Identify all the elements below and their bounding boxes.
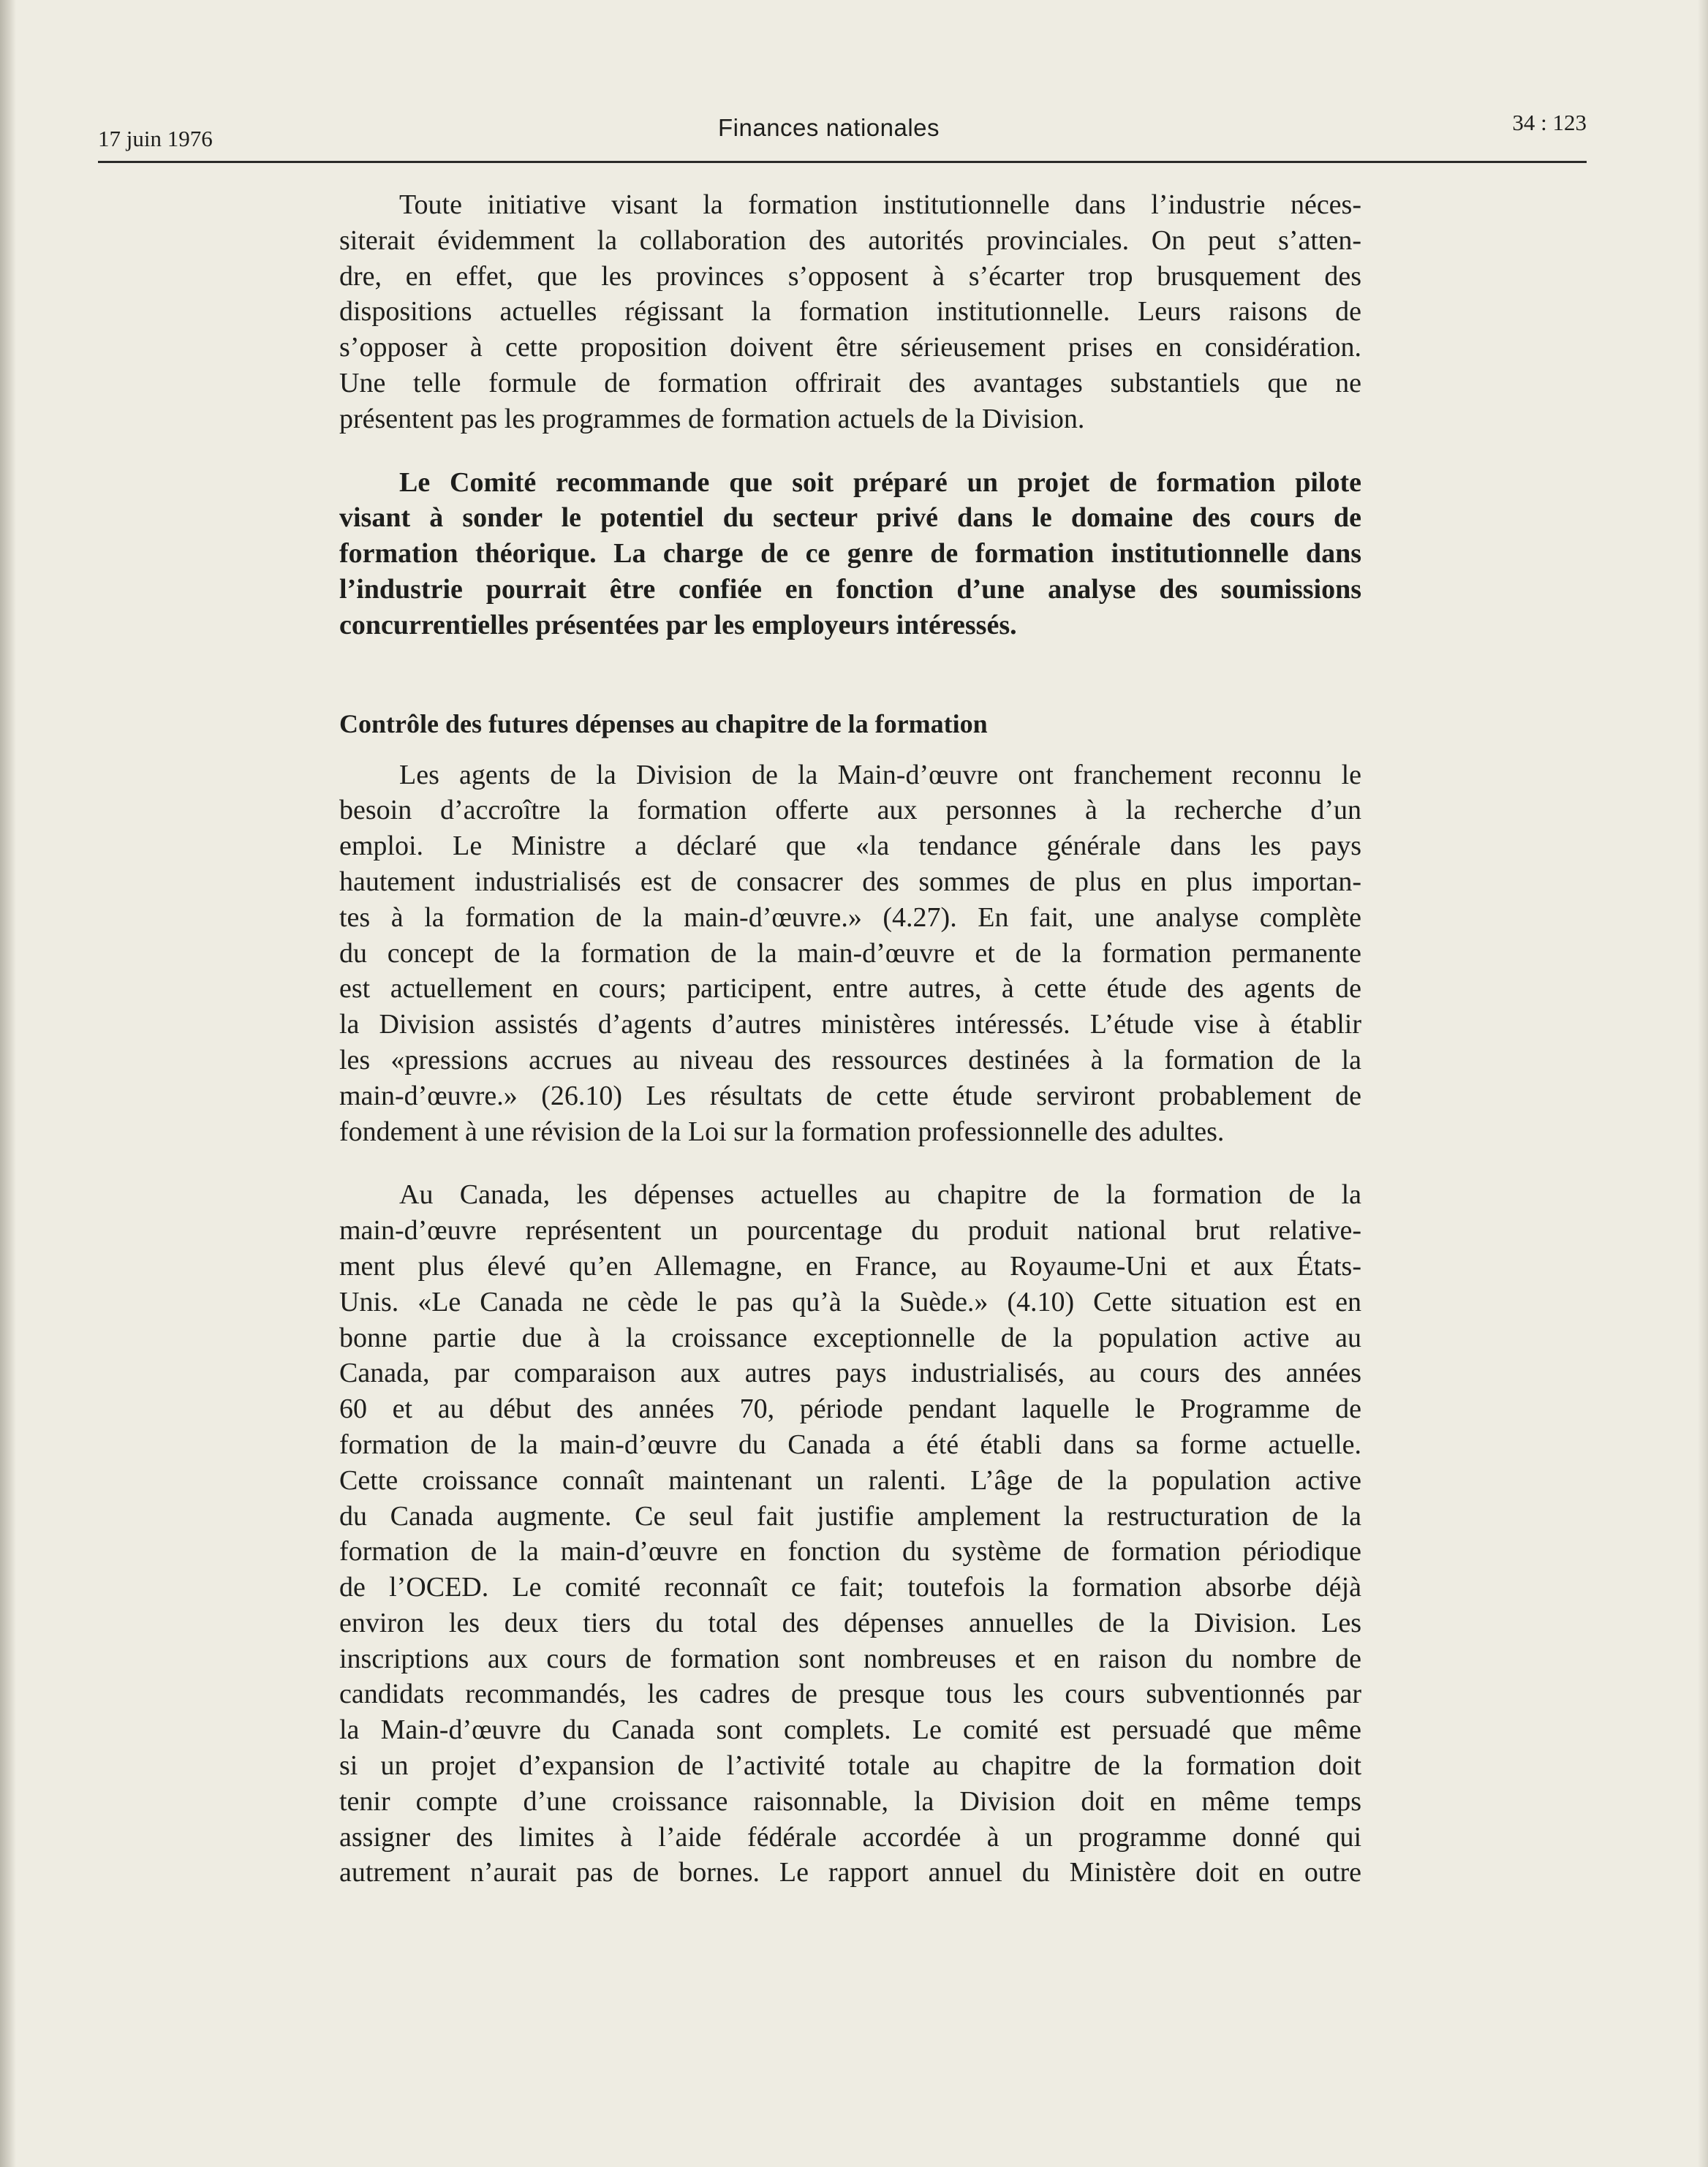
text-line: Canada, par comparaison aux autres pays industrialisés, au cours des années	[339, 1358, 1361, 1389]
text-line: besoin d’accroître la formation offerte aux personnes à la recherche d’un	[339, 795, 1361, 826]
header-page-number: 34 : 123	[1512, 110, 1587, 135]
text-line: tenir compte d’une croissance raisonnable, la Division doit en même temps	[339, 1785, 1361, 1817]
text-line: si un projet d’expansion de l’activité totale au chapitre de la formation doit	[339, 1750, 1361, 1782]
paragraph-formation-institutionnelle	[339, 187, 1361, 437]
text-line: Cette croissance connaît maintenant un ralenti. L’âge de la population active	[339, 1464, 1361, 1496]
text-line: de l’OCED. Le comité reconnaît ce fait; toutefois la formation absorbe déjà	[339, 1572, 1361, 1603]
header-rule	[98, 161, 1587, 163]
text-line: Une telle formule de formation offrirait des avantages substantiels que ne	[339, 367, 1361, 398]
text-line: visant à sonder le potentiel du secteur privé dans le domaine des cours de	[339, 502, 1361, 534]
text-line: autrement n’aurait pas de bornes. Le rapport annuel du Ministère doit en outre	[339, 1857, 1361, 1888]
text-line: les «pressions accrues au niveau des ressources destinées à la formation de la	[339, 1044, 1361, 1075]
page-header	[98, 110, 1587, 161]
text-line: main-d’œuvre représentent un pourcentage du produit national brut relative-	[339, 1215, 1361, 1247]
text-line: tes à la formation de la main-d’œuvre.» (4.27). En fait, une analyse complète	[339, 901, 1361, 933]
text-line: formation de la main-d’œuvre en fonction du système de formation périodique	[339, 1536, 1361, 1567]
text-line: est actuellement en cours; participent, entre autres, à cette étude des agents de	[339, 973, 1361, 1005]
header-date: 17 juin 1976	[98, 126, 213, 151]
text-line: Toute initiative visant la formation institutionnelle dans l’industrie néces-	[399, 189, 1361, 220]
text-line: l’industrie pourrait être confiée en fonction d’une analyse des soumissions	[339, 573, 1361, 605]
page-body	[339, 187, 1361, 1891]
text-line: formation de la main-d’œuvre du Canada a été établi dans sa forme actuelle.	[339, 1429, 1361, 1460]
text-line: du Canada augmente. Ce seul fait justifie amplement la restructuration de la	[339, 1500, 1361, 1532]
text-line: concurrentielles présentées par les employeurs intéressés.	[339, 609, 1017, 640]
text-line: Unis. «Le Canada ne cède le pas qu’à la Suède.» (4.10) Cette situation est en	[339, 1286, 1361, 1317]
section-heading: Contrôle des futures dépenses au chapitre de la formation	[339, 708, 988, 738]
text-line: siterait évidemment la collaboration des autorités provinciales. On peut s’atten-	[339, 224, 1361, 256]
text-line: la Main-d’œuvre du Canada sont complets. Le comité est persuadé que même	[339, 1714, 1361, 1746]
text-line: ment plus élevé qu’en Allemagne, en France, au Royaume-Uni et aux États-	[339, 1250, 1361, 1282]
text-line: Les agents de la Division de la Main-d’œuvre ont franchement reconnu le	[399, 759, 1361, 790]
text-line: fondement à une révision de la Loi sur la formation professionnelle des adultes.	[339, 1116, 1225, 1147]
text-line: hautement industrialisés est de consacrer des sommes de plus en plus importan-	[339, 866, 1361, 897]
text-line: dre, en effet, que les provinces s’opposent à s’écarter trop brusquement des	[339, 260, 1361, 292]
text-line: Le Comité recommande que soit préparé un projet de formation pilote	[399, 466, 1361, 498]
page-binding-edge	[0, 0, 16, 2167]
text-line: la Division assistés d’agents d’autres ministères intéressés. L’étude vise à établir	[339, 1009, 1361, 1040]
text-line: environ les deux tiers du total des dépenses annuelles de la Division. Les	[339, 1607, 1361, 1638]
text-line: emploi. Le Ministre a déclaré que «la tendance générale dans les pays	[339, 831, 1361, 862]
text-line: candidats recommandés, les cadres de presque tous les cours subventionnés par	[339, 1679, 1361, 1710]
text-line: bonne partie due à la croissance exceptionnelle de la population active au	[339, 1322, 1361, 1353]
text-line: présentent pas les programmes de formation actuels de la Division.	[339, 403, 1085, 434]
text-line: formation théorique. La charge de ce genre de formation institutionnelle dans	[339, 538, 1361, 570]
header-title: Finances nationales	[718, 114, 940, 141]
paragraph-depenses-canada	[339, 1177, 1361, 1891]
text-line: du concept de la formation de la main-d’œuvre et de la formation permanente	[339, 937, 1361, 969]
text-line: assigner des limites à l’aide fédérale accordée à un programme donné qui	[339, 1821, 1361, 1853]
paragraph-agents-division	[339, 757, 1361, 1150]
page-right-edge	[1698, 0, 1708, 2167]
text-line: Au Canada, les dépenses actuelles au chapitre de la formation de la	[399, 1179, 1361, 1211]
text-line: main-d’œuvre.» (26.10) Les résultats de cette étude serviront probablement de	[339, 1080, 1361, 1111]
text-line: 60 et au début des années 70, période pendant laquelle le Programme de	[339, 1393, 1361, 1425]
recommendation-paragraph	[339, 465, 1361, 643]
text-line: s’opposer à cette proposition doivent être sérieusement prises en considération.	[339, 332, 1361, 363]
text-line: inscriptions aux cours de formation sont nombreuses et en raison du nombre de	[339, 1643, 1361, 1674]
text-line: dispositions actuelles régissant la formation institutionnelle. Leurs raisons de	[339, 296, 1361, 328]
